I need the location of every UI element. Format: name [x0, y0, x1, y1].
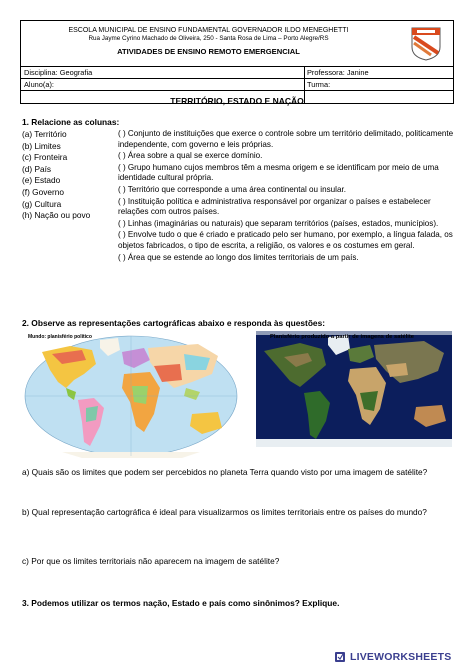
map2-title: Planisfério produzido a partir de imagens de satélite	[270, 334, 414, 340]
political-world-map	[22, 330, 240, 466]
school-logo-icon	[409, 25, 443, 61]
question-2a: a) Quais são os limites que podem ser percebidos no planeta Terra quando visto por uma imagem de satélite?	[22, 467, 428, 477]
match-right-item[interactable]: ( ) Território que corresponde a uma área continental ou insular.	[118, 184, 346, 194]
match-left-item: (b) Limites	[22, 140, 61, 151]
section-title: TERRITÓRIO, ESTADO E NAÇÃO	[170, 96, 304, 106]
subject-row	[21, 67, 453, 79]
match-right-column	[118, 129, 458, 264]
school-address: Rua Jayme Cyrino Machado de Oliveira, 250 - Santa Rosa de Lima – Porto Alegre/RS	[88, 35, 329, 42]
match-left-item: (a) Território	[22, 129, 67, 139]
teacher-label: Professora: Janine	[307, 68, 369, 77]
match-left-item: (f) Governo	[22, 186, 64, 197]
match-left-column	[22, 129, 122, 222]
question-3-title: 3. Podemos utilizar os termos nação, Estado e país como sinônimos? Explique.	[22, 598, 340, 608]
match-right-item[interactable]: ( ) Envolve tudo o que é criado e praticado pelo ser humano, por exemplo, a língua falada, os objetos fabricados, o tipo de escrita, a religião, os valores e os costumes em geral.	[118, 230, 453, 250]
liveworksheets-brand[interactable]: LIVEWORKSHEETS	[350, 651, 452, 663]
question-2-title: 2. Observe as representações cartográficas abaixo e responda às questões:	[22, 318, 326, 328]
match-left-item: (d) País	[22, 163, 52, 174]
question-2b: b) Qual representação cartográfica é ideal para visualizarmos os limites territoriais entre os países do mundo?	[22, 507, 427, 517]
match-right-item[interactable]: ( ) Grupo humano cujos membros têm a mesma origem e se identificam por meio de uma identidade cultural própria.	[118, 162, 439, 183]
header-top	[21, 21, 453, 67]
match-right-item[interactable]: ( ) Linhas (imaginárias ou naturais) que separam territórios (países, estados, municípios).	[118, 218, 439, 228]
header-table	[20, 20, 454, 104]
activity-title: ATIVIDADES DE ENSINO REMOTO EMERGENCIAL	[117, 47, 300, 56]
match-right-item[interactable]: ( ) Área que se estende ao longo dos limites territoriais de um país.	[118, 252, 359, 262]
student-label: Aluno(a):	[24, 80, 54, 89]
school-name: ESCOLA MUNICIPAL DE ENSINO FUNDAMENTAL GOVERNADOR ILDO MENEGHETTI	[68, 27, 349, 34]
question-2c: c) Por que os limites territoriais não aparecem na imagem de satélite?	[22, 556, 280, 566]
subject-label: Disciplina: Geografia	[24, 68, 93, 77]
map1-title: Mundo: planisfério político	[28, 334, 92, 340]
match-left-item: (e) Estado	[22, 175, 61, 186]
match-right-item[interactable]: ( ) Instituição política e administrativa responsável por organizar o países e estabelecer relações com outros países.	[118, 196, 431, 217]
match-left-item: (g) Cultura	[22, 198, 62, 209]
student-row	[21, 79, 453, 91]
satellite-world-map	[256, 331, 452, 447]
match-right-item[interactable]: ( ) Área sobre a qual se exerce domínio.	[118, 151, 263, 161]
question-1-title: 1. Relacione as colunas:	[22, 117, 120, 127]
match-left-item: (c) Fronteira	[22, 152, 68, 163]
class-label: Turma:	[307, 80, 331, 89]
match-right-item[interactable]: ( ) Conjunto de instituições que exerce o controle sobre um território delimitado, politicamente independente, com governo e leis próprias.	[118, 129, 454, 149]
match-left-item: (h) Nação ou povo	[22, 210, 91, 221]
